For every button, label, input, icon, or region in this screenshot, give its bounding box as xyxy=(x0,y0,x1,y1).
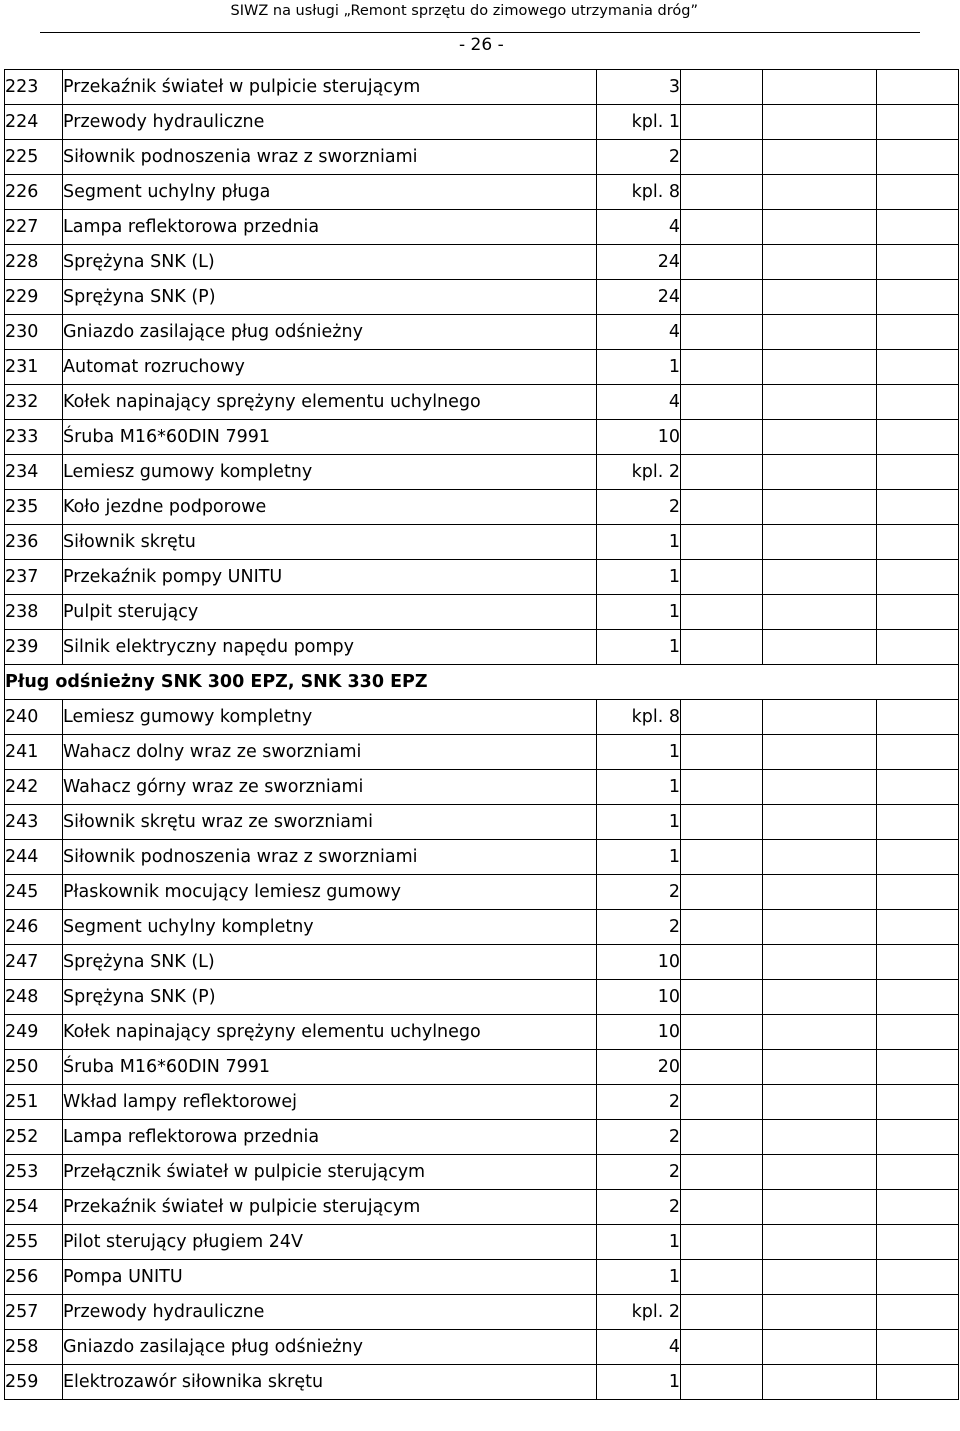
item-number-cell: 247 xyxy=(5,945,63,980)
empty-cell xyxy=(681,875,763,910)
empty-cell xyxy=(681,70,763,105)
empty-cell xyxy=(877,840,959,875)
empty-cell xyxy=(763,1120,877,1155)
empty-cell xyxy=(763,1295,877,1330)
empty-cell xyxy=(877,875,959,910)
empty-cell xyxy=(763,595,877,630)
table-row xyxy=(5,105,959,140)
empty-cell xyxy=(681,105,763,140)
empty-cell xyxy=(681,315,763,350)
item-quantity-cell: 20 xyxy=(597,1050,681,1085)
item-number-cell: 242 xyxy=(5,770,63,805)
item-number-cell: 238 xyxy=(5,595,63,630)
item-number-cell: 227 xyxy=(5,210,63,245)
item-number-cell: 255 xyxy=(5,1225,63,1260)
item-number-cell: 233 xyxy=(5,420,63,455)
item-name-cell: Gniazdo zasilające pług odśnieżny xyxy=(63,1330,597,1365)
item-name-cell: Śruba M16*60DIN 7991 xyxy=(63,1050,597,1085)
item-number-cell: 248 xyxy=(5,980,63,1015)
item-number-cell: 224 xyxy=(5,105,63,140)
item-quantity-cell: 10 xyxy=(597,1015,681,1050)
empty-cell xyxy=(877,980,959,1015)
empty-cell xyxy=(763,735,877,770)
empty-cell xyxy=(681,350,763,385)
item-name-cell: Wkład lampy reflektorowej xyxy=(63,1085,597,1120)
empty-cell xyxy=(877,420,959,455)
item-quantity-cell: 1 xyxy=(597,595,681,630)
item-quantity-cell: 4 xyxy=(597,385,681,420)
empty-cell xyxy=(681,840,763,875)
item-number-cell: 235 xyxy=(5,490,63,525)
empty-cell xyxy=(763,1365,877,1400)
table-row xyxy=(5,770,959,805)
empty-cell xyxy=(877,315,959,350)
empty-cell xyxy=(877,210,959,245)
item-quantity-cell: 1 xyxy=(597,1260,681,1295)
parts-table-body xyxy=(5,70,959,1400)
empty-cell xyxy=(877,175,959,210)
item-name-cell: Śruba M16*60DIN 7991 xyxy=(63,420,597,455)
table-row xyxy=(5,1050,959,1085)
item-name-cell: Koło jezdne podporowe xyxy=(63,490,597,525)
item-number-cell: 225 xyxy=(5,140,63,175)
empty-cell xyxy=(877,245,959,280)
item-name-cell: Pulpit sterujący xyxy=(63,595,597,630)
empty-cell xyxy=(763,980,877,1015)
empty-cell xyxy=(681,1190,763,1225)
empty-cell xyxy=(763,840,877,875)
empty-cell xyxy=(681,1295,763,1330)
item-name-cell: Gniazdo zasilające pług odśnieżny xyxy=(63,315,597,350)
empty-cell xyxy=(763,420,877,455)
empty-cell xyxy=(877,1330,959,1365)
header-rule xyxy=(40,32,920,33)
table-row xyxy=(5,560,959,595)
item-name-cell: Przekaźnik pompy UNITU xyxy=(63,560,597,595)
empty-cell xyxy=(763,455,877,490)
empty-cell xyxy=(681,280,763,315)
item-quantity-cell: 2 xyxy=(597,1155,681,1190)
item-number-cell: 254 xyxy=(5,1190,63,1225)
empty-cell xyxy=(681,1260,763,1295)
document-title: SIWZ na usługi „Remont sprzętu do zimowego utrzymania dróg” xyxy=(230,3,698,19)
item-quantity-cell: kpl. 2 xyxy=(597,455,681,490)
item-name-cell: Sprężyna SNK (P) xyxy=(63,980,597,1015)
table-row xyxy=(5,210,959,245)
empty-cell xyxy=(681,1365,763,1400)
item-number-cell: 230 xyxy=(5,315,63,350)
item-name-cell: Sprężyna SNK (P) xyxy=(63,280,597,315)
item-name-cell: Przekaźnik świateł w pulpicie sterującym xyxy=(63,70,597,105)
item-number-cell: 241 xyxy=(5,735,63,770)
section-heading: Pług odśnieżny SNK 300 EPZ, SNK 330 EPZ xyxy=(5,665,959,700)
item-quantity-cell: 1 xyxy=(597,350,681,385)
item-quantity-cell: 1 xyxy=(597,1225,681,1260)
empty-cell xyxy=(763,280,877,315)
empty-cell xyxy=(877,70,959,105)
table-row xyxy=(5,1120,959,1155)
item-quantity-cell: 2 xyxy=(597,1120,681,1155)
item-name-cell: Siłownik podnoszenia wraz z sworzniami xyxy=(63,840,597,875)
empty-cell xyxy=(681,455,763,490)
item-name-cell: Automat rozruchowy xyxy=(63,350,597,385)
empty-cell xyxy=(763,945,877,980)
item-quantity-cell: kpl. 2 xyxy=(597,1295,681,1330)
empty-cell xyxy=(763,1190,877,1225)
item-number-cell: 237 xyxy=(5,560,63,595)
item-quantity-cell: kpl. 8 xyxy=(597,700,681,735)
table-row xyxy=(5,140,959,175)
empty-cell xyxy=(877,455,959,490)
item-number-cell: 240 xyxy=(5,700,63,735)
item-number-cell: 234 xyxy=(5,455,63,490)
item-number-cell: 232 xyxy=(5,385,63,420)
table-row xyxy=(5,945,959,980)
empty-cell xyxy=(681,735,763,770)
table-row xyxy=(5,1365,959,1400)
table-row xyxy=(5,805,959,840)
empty-cell xyxy=(681,980,763,1015)
empty-cell xyxy=(877,560,959,595)
empty-cell xyxy=(763,875,877,910)
empty-cell xyxy=(763,910,877,945)
empty-cell xyxy=(763,315,877,350)
empty-cell xyxy=(877,1260,959,1295)
empty-cell xyxy=(681,1050,763,1085)
empty-cell xyxy=(681,140,763,175)
item-number-cell: 229 xyxy=(5,280,63,315)
item-name-cell: Lemiesz gumowy kompletny xyxy=(63,455,597,490)
item-number-cell: 226 xyxy=(5,175,63,210)
item-name-cell: Przekaźnik świateł w pulpicie sterującym xyxy=(63,1190,597,1225)
item-name-cell: Wahacz górny wraz ze sworzniami xyxy=(63,770,597,805)
empty-cell xyxy=(681,910,763,945)
item-number-cell: 228 xyxy=(5,245,63,280)
table-row xyxy=(5,350,959,385)
item-number-cell: 245 xyxy=(5,875,63,910)
empty-cell xyxy=(877,805,959,840)
item-quantity-cell: 3 xyxy=(597,70,681,105)
empty-cell xyxy=(763,210,877,245)
empty-cell xyxy=(877,1120,959,1155)
empty-cell xyxy=(877,1085,959,1120)
table-row xyxy=(5,455,959,490)
table-row xyxy=(5,525,959,560)
item-number-cell: 258 xyxy=(5,1330,63,1365)
item-name-cell: Lampa reflektorowa przednia xyxy=(63,210,597,245)
empty-cell xyxy=(681,805,763,840)
empty-cell xyxy=(681,210,763,245)
table-row xyxy=(5,175,959,210)
item-quantity-cell: 2 xyxy=(597,490,681,525)
item-quantity-cell: 1 xyxy=(597,805,681,840)
item-name-cell: Przełącznik świateł w pulpicie sterującym xyxy=(63,1155,597,1190)
empty-cell xyxy=(877,735,959,770)
item-quantity-cell: 1 xyxy=(597,525,681,560)
table-row xyxy=(5,315,959,350)
empty-cell xyxy=(763,1155,877,1190)
item-quantity-cell: kpl. 8 xyxy=(597,175,681,210)
item-number-cell: 252 xyxy=(5,1120,63,1155)
item-name-cell: Silnik elektryczny napędu pompy xyxy=(63,630,597,665)
item-number-cell: 246 xyxy=(5,910,63,945)
item-quantity-cell: 4 xyxy=(597,210,681,245)
empty-cell xyxy=(681,595,763,630)
item-name-cell: Przewody hydrauliczne xyxy=(63,105,597,140)
section-heading-row xyxy=(5,665,959,700)
empty-cell xyxy=(681,1155,763,1190)
empty-cell xyxy=(763,1015,877,1050)
item-quantity-cell: 2 xyxy=(597,910,681,945)
table-row xyxy=(5,910,959,945)
empty-cell xyxy=(763,350,877,385)
item-quantity-cell: 1 xyxy=(597,840,681,875)
empty-cell xyxy=(681,490,763,525)
item-name-cell: Sprężyna SNK (L) xyxy=(63,945,597,980)
empty-cell xyxy=(681,1015,763,1050)
item-name-cell: Wahacz dolny wraz ze sworzniami xyxy=(63,735,597,770)
table-row xyxy=(5,490,959,525)
empty-cell xyxy=(877,595,959,630)
empty-cell xyxy=(681,770,763,805)
empty-cell xyxy=(681,1120,763,1155)
item-name-cell: Lampa reflektorowa przednia xyxy=(63,1120,597,1155)
empty-cell xyxy=(763,525,877,560)
empty-cell xyxy=(877,910,959,945)
item-number-cell: 236 xyxy=(5,525,63,560)
item-name-cell: Siłownik skrętu xyxy=(63,525,597,560)
table-row xyxy=(5,1015,959,1050)
item-name-cell: Siłownik skrętu wraz ze sworzniami xyxy=(63,805,597,840)
item-quantity-cell: 4 xyxy=(597,1330,681,1365)
table-row xyxy=(5,385,959,420)
empty-cell xyxy=(681,420,763,455)
empty-cell xyxy=(763,385,877,420)
item-quantity-cell: 10 xyxy=(597,945,681,980)
table-row xyxy=(5,245,959,280)
empty-cell xyxy=(681,525,763,560)
table-row xyxy=(5,700,959,735)
table-row xyxy=(5,280,959,315)
item-quantity-cell: 1 xyxy=(597,770,681,805)
item-quantity-cell: 24 xyxy=(597,280,681,315)
empty-cell xyxy=(681,945,763,980)
empty-cell xyxy=(877,525,959,560)
item-number-cell: 257 xyxy=(5,1295,63,1330)
item-quantity-cell: 2 xyxy=(597,140,681,175)
table-row xyxy=(5,1085,959,1120)
empty-cell xyxy=(877,1190,959,1225)
empty-cell xyxy=(877,700,959,735)
item-number-cell: 249 xyxy=(5,1015,63,1050)
empty-cell xyxy=(681,560,763,595)
table-row xyxy=(5,1295,959,1330)
item-quantity-cell: 24 xyxy=(597,245,681,280)
empty-cell xyxy=(763,105,877,140)
item-quantity-cell: 1 xyxy=(597,630,681,665)
empty-cell xyxy=(763,1260,877,1295)
item-number-cell: 231 xyxy=(5,350,63,385)
empty-cell xyxy=(877,770,959,805)
item-quantity-cell: 10 xyxy=(597,980,681,1015)
empty-cell xyxy=(763,175,877,210)
table-row xyxy=(5,1260,959,1295)
page-header xyxy=(0,0,960,60)
item-quantity-cell: 1 xyxy=(597,1365,681,1400)
item-number-cell: 239 xyxy=(5,630,63,665)
table-row xyxy=(5,980,959,1015)
item-quantity-cell: 2 xyxy=(597,1190,681,1225)
empty-cell xyxy=(877,385,959,420)
item-quantity-cell: 2 xyxy=(597,1085,681,1120)
table-row xyxy=(5,1330,959,1365)
empty-cell xyxy=(763,770,877,805)
empty-cell xyxy=(763,70,877,105)
empty-cell xyxy=(877,945,959,980)
table-row xyxy=(5,875,959,910)
item-name-cell: Przewody hydrauliczne xyxy=(63,1295,597,1330)
empty-cell xyxy=(877,280,959,315)
table-row xyxy=(5,840,959,875)
empty-cell xyxy=(763,630,877,665)
empty-cell xyxy=(877,105,959,140)
item-number-cell: 250 xyxy=(5,1050,63,1085)
table-row xyxy=(5,735,959,770)
item-quantity-cell: 1 xyxy=(597,560,681,595)
item-number-cell: 259 xyxy=(5,1365,63,1400)
empty-cell xyxy=(681,385,763,420)
item-number-cell: 244 xyxy=(5,840,63,875)
item-quantity-cell: 1 xyxy=(597,735,681,770)
item-name-cell: Siłownik podnoszenia wraz z sworzniami xyxy=(63,140,597,175)
table-row xyxy=(5,630,959,665)
empty-cell xyxy=(877,350,959,385)
empty-cell xyxy=(877,1295,959,1330)
empty-cell xyxy=(681,630,763,665)
item-name-cell: Pilot sterujący pługiem 24V xyxy=(63,1225,597,1260)
table-row xyxy=(5,1225,959,1260)
empty-cell xyxy=(763,245,877,280)
empty-cell xyxy=(763,805,877,840)
empty-cell xyxy=(681,245,763,280)
item-number-cell: 243 xyxy=(5,805,63,840)
item-number-cell: 253 xyxy=(5,1155,63,1190)
item-name-cell: Kołek napinający sprężyny elementu uchylnego xyxy=(63,1015,597,1050)
table-row xyxy=(5,595,959,630)
table-row xyxy=(5,420,959,455)
empty-cell xyxy=(681,1330,763,1365)
item-name-cell: Sprężyna SNK (L) xyxy=(63,245,597,280)
empty-cell xyxy=(877,140,959,175)
item-number-cell: 223 xyxy=(5,70,63,105)
empty-cell xyxy=(877,1050,959,1085)
table-row xyxy=(5,1155,959,1190)
item-quantity-cell: 2 xyxy=(597,875,681,910)
item-name-cell: Płaskownik mocujący lemiesz gumowy xyxy=(63,875,597,910)
empty-cell xyxy=(681,1225,763,1260)
item-name-cell: Pompa UNITU xyxy=(63,1260,597,1295)
empty-cell xyxy=(877,1155,959,1190)
empty-cell xyxy=(763,1050,877,1085)
empty-cell xyxy=(763,1085,877,1120)
item-quantity-cell: 4 xyxy=(597,315,681,350)
item-name-cell: Elektrozawór siłownika skrętu xyxy=(63,1365,597,1400)
empty-cell xyxy=(877,1365,959,1400)
empty-cell xyxy=(763,140,877,175)
item-name-cell: Segment uchylny pługa xyxy=(63,175,597,210)
empty-cell xyxy=(877,1225,959,1260)
empty-cell xyxy=(681,700,763,735)
empty-cell xyxy=(763,490,877,525)
table-row xyxy=(5,1190,959,1225)
empty-cell xyxy=(877,1015,959,1050)
empty-cell xyxy=(877,630,959,665)
item-name-cell: Kołek napinający sprężyny elementu uchylnego xyxy=(63,385,597,420)
empty-cell xyxy=(763,1225,877,1260)
empty-cell xyxy=(681,175,763,210)
empty-cell xyxy=(763,700,877,735)
item-number-cell: 251 xyxy=(5,1085,63,1120)
parts-table xyxy=(4,69,959,1400)
empty-cell xyxy=(877,490,959,525)
item-quantity-cell: 10 xyxy=(597,420,681,455)
empty-cell xyxy=(763,560,877,595)
table-row xyxy=(5,70,959,105)
page-number: - 26 - xyxy=(459,35,504,55)
item-name-cell: Segment uchylny kompletny xyxy=(63,910,597,945)
item-number-cell: 256 xyxy=(5,1260,63,1295)
empty-cell xyxy=(763,1330,877,1365)
item-quantity-cell: kpl. 1 xyxy=(597,105,681,140)
empty-cell xyxy=(681,1085,763,1120)
item-name-cell: Lemiesz gumowy kompletny xyxy=(63,700,597,735)
